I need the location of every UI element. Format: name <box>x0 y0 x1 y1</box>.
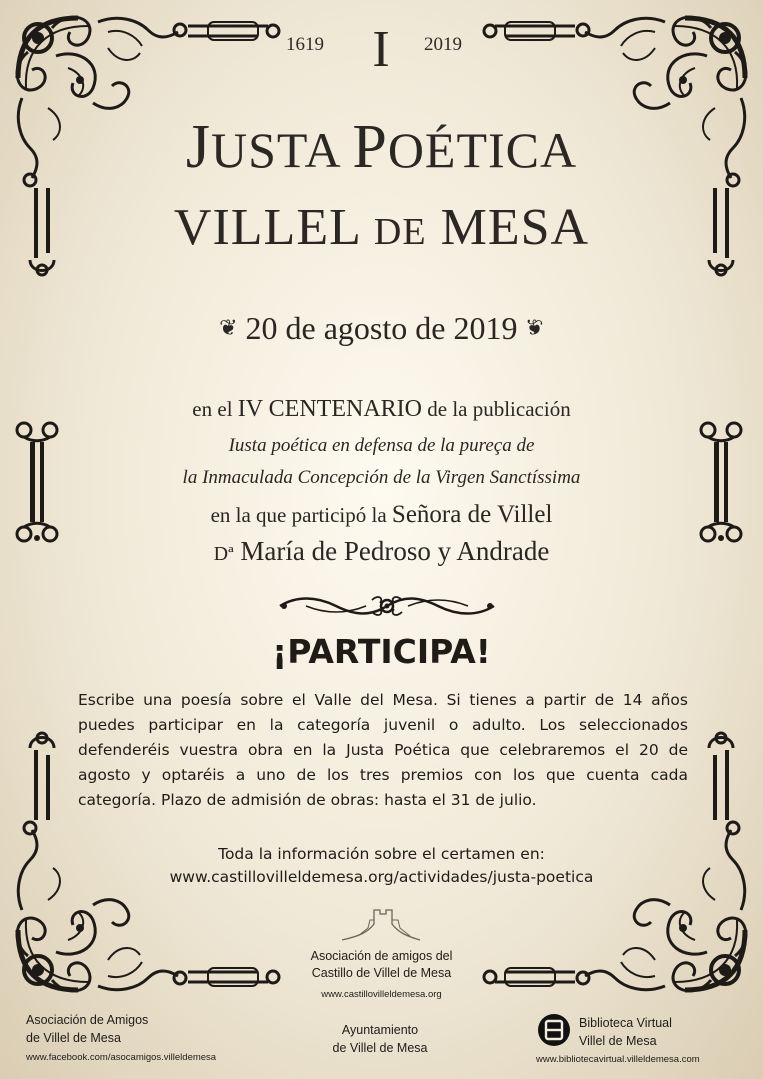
title-line2-de: DE <box>373 211 427 253</box>
intro-line1-a: en el <box>192 397 238 421</box>
intro-maria: María de Pedroso y Andrade <box>233 536 550 566</box>
footer-left-url[interactable]: www.facebook.com/asocamigos.villeldemesa <box>26 1052 217 1063</box>
info-line: Toda la información sobre el certamen en: <box>218 845 545 863</box>
footer-right-line1: Biblioteca Virtual <box>579 1016 672 1030</box>
title-line1 <box>0 112 763 183</box>
intro-centenario: IV CENTENARIO <box>237 396 422 422</box>
footer-left-line2: de Villel de Mesa <box>26 1031 121 1045</box>
fleuron-right-icon: ❦ <box>525 315 544 340</box>
intro-title-line2: la Inmaculada Concepción de la Virgen Sanctíssima <box>182 467 581 488</box>
intro-senora: Señora de Villel <box>391 501 553 528</box>
participa-heading: ¡PARTICIPA! <box>272 632 491 671</box>
intro-dona: Dª <box>213 543 234 565</box>
intro-title-line1: Iusta poética en defensa de la pureça de <box>228 435 535 456</box>
title-line1-initial-p: P <box>352 113 388 181</box>
intro-line5 <box>0 536 763 567</box>
footer-center-org-line1: Asociación de amigos del <box>310 949 453 963</box>
title-line1-oetica: OÉTICA <box>387 122 578 178</box>
title-line1-initial-j: J <box>185 113 212 181</box>
footer-middle-line1: Ayuntamiento <box>341 1023 419 1037</box>
event-date: 20 de agosto de 2019 <box>245 310 518 346</box>
castle-sketch-icon <box>340 906 422 944</box>
library-logo-icon <box>537 1013 571 1047</box>
footer-right-url[interactable]: www.bibliotecavirtual.villeldemesa.com <box>536 1054 700 1065</box>
title-line2-mesa: MESA <box>426 199 590 256</box>
info-url[interactable]: www.castillovilleldemesa.org/actividades/justa-poetica <box>169 868 594 886</box>
title-line2-villel: VILLEL <box>173 199 374 256</box>
call-body-text: Escribe una poesía sobre el Valle del Mesa. Si tienes a partir de 14 años puedes participar en la categoría juvenil o adulto. Los seleccionados defenderéis vuestra obra en la Justa Poética que celebraremos el 20 de agosto y optaréis a uno de los tres premios con los que cuenta cada categoría. Plazo de admisión de obras: hasta el 31 de julio. <box>78 691 688 809</box>
fleuron-left-icon: ❦ <box>219 315 238 340</box>
year-left: 1619 <box>286 34 324 55</box>
footer-left-line1: Asociación de Amigos <box>26 1013 149 1027</box>
title-line2 <box>0 198 763 257</box>
scroll-divider-icon <box>276 594 498 618</box>
footer-center-url[interactable]: www.castillovilleldemesa.org <box>321 989 442 1000</box>
title-line1-usta: USTA <box>211 122 353 178</box>
footer-middle-line2: de Villel de Mesa <box>332 1041 428 1055</box>
intro-line1-c: de la publicación <box>422 397 571 421</box>
year-right: 2019 <box>424 34 462 55</box>
intro-line4-a: en la que participó la <box>210 503 392 527</box>
intro-line1 <box>0 396 763 423</box>
footer-right-line2: Villel de Mesa <box>579 1034 657 1048</box>
footer-center-org-line2: Castillo de Villel de Mesa <box>311 966 452 980</box>
event-date-line <box>0 310 763 347</box>
edition-numeral: I <box>372 21 391 78</box>
intro-line4 <box>0 501 763 529</box>
